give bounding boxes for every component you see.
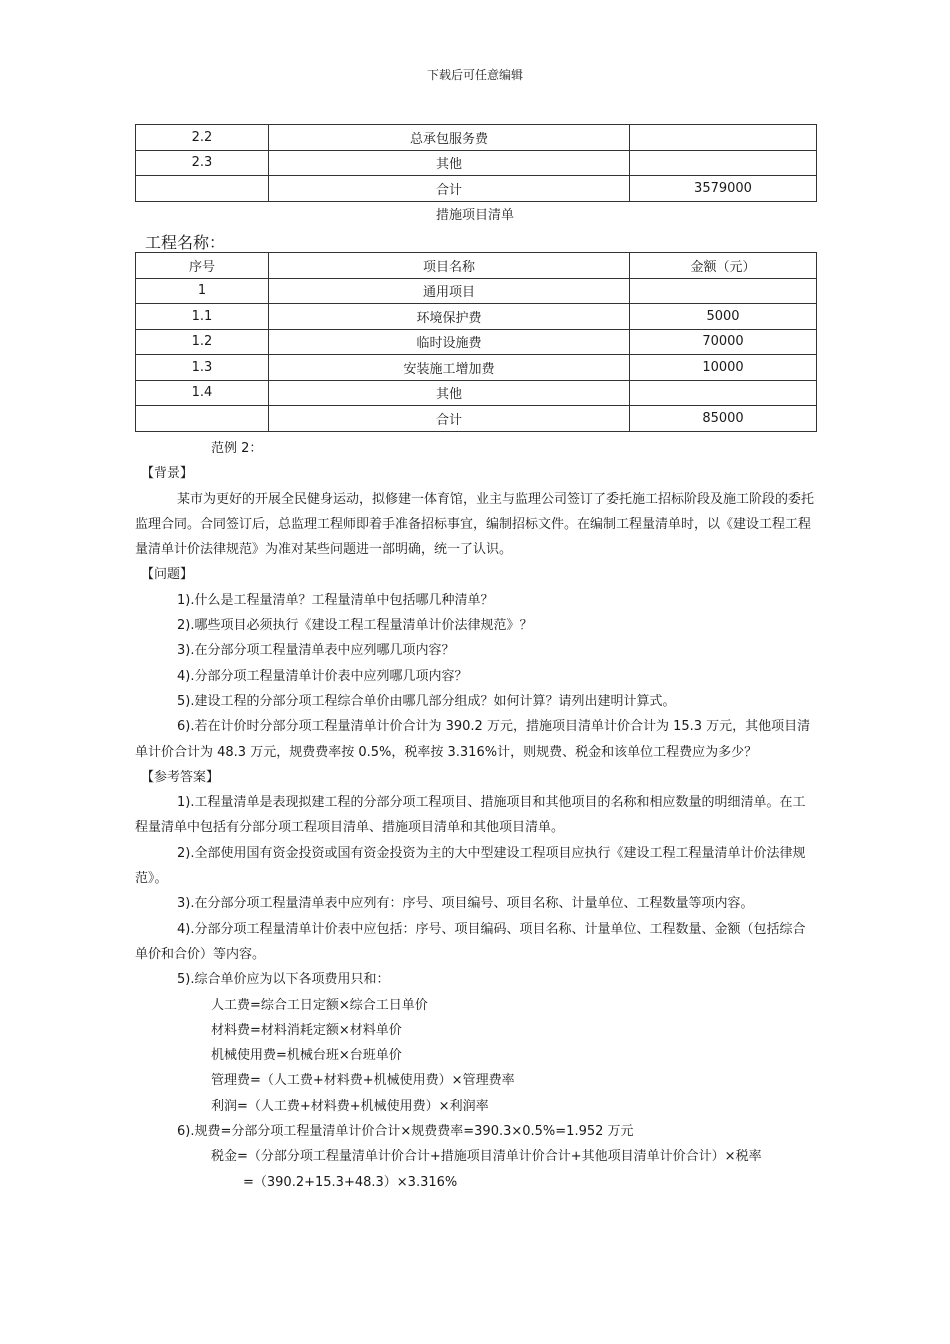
table-cell: 合计 (269, 176, 630, 202)
formula-labor: 人工费=综合工日定额×综合工日单价 (211, 997, 428, 1013)
project-name-label: 工程名称： (145, 233, 226, 252)
answer-6: 6).规费=分部分项工程量清单计价合计×规费费率=390.3×0.5%=1.952 万元 (177, 1124, 634, 1140)
table-cell: 10000 (630, 355, 817, 381)
table-cell (136, 406, 269, 432)
table-cell: 5000 (630, 304, 817, 330)
answer-2: 2).全部使用国有资金投资或国有资金投资为主的大中型建设工程项目应执行《建设工程工程量清单计价法律规范》。 (135, 845, 806, 887)
table-header-row (136, 253, 817, 279)
table-row (136, 406, 817, 432)
table-row (136, 176, 817, 202)
table-cell: 2.2 (136, 125, 269, 151)
measures-table (135, 252, 817, 432)
table-cell: 70000 (630, 329, 817, 355)
page-header: 下载后可任意编辑 (426, 68, 523, 82)
tax-formula: 税金=（分部分项工程量清单计价合计+措施项目清单计价合计+其他项目清单计价合计）×税率 (211, 1149, 762, 1165)
table-cell: 其他 (269, 380, 630, 406)
table-row (136, 304, 817, 330)
table-cell: 85000 (630, 406, 817, 432)
table-cell: 环境保护费 (269, 304, 630, 330)
table-row (136, 380, 817, 406)
table-row (136, 150, 817, 176)
question-5: 5).建设工程的分部分项工程综合单价由哪几部分组成？如何计算？请列出建明计算式。 (177, 693, 676, 709)
tax-calculation: =（390.2+15.3+48.3）×3.316% (243, 1174, 458, 1190)
answer-1: 1).工程量清单是表现拟建工程的分部分项工程项目、措施项目和其他项目的名称和相应数量的明细清单。在工程量清单中包括有分部分项工程项目清单、措施项目清单和其他项目清单。 (135, 795, 806, 836)
question-heading: 【问题】 (141, 567, 194, 583)
question-4: 4).分部分项工程量清单计价表中应列哪几项内容？ (177, 668, 468, 684)
table-cell (136, 176, 269, 202)
table-cell: 临时设施费 (269, 329, 630, 355)
formula-machinery: 机械使用费=机械台班×台班单价 (211, 1048, 402, 1064)
table-cell: 1 (136, 278, 269, 304)
question-1: 1).什么是工程量清单？工程量清单中包括哪几种清单？ (177, 592, 494, 608)
formula-material: 材料费=材料消耗定额×材料单价 (211, 1022, 402, 1038)
table-cell: 3579000 (630, 176, 817, 202)
table-cell: 安装施工增加费 (269, 355, 630, 381)
table-cell (630, 380, 817, 406)
table-cell: 1.2 (136, 329, 269, 355)
table-cell (630, 278, 817, 304)
column-header: 金额（元） (630, 253, 817, 279)
other-items-table (135, 124, 817, 202)
column-header: 项目名称 (269, 253, 630, 279)
table-cell: 其他 (269, 150, 630, 176)
table-row (136, 125, 817, 151)
table-cell: 2.3 (136, 150, 269, 176)
example-label: 范例 2： (211, 441, 263, 456)
table-row (136, 355, 817, 381)
table-row (136, 329, 817, 355)
table-cell: 1.1 (136, 304, 269, 330)
formula-profit: 利润=（人工费+材料费+机械使用费）×利润率 (211, 1098, 489, 1114)
document-body (135, 436, 816, 1195)
question-6: 6).若在计价时分部分项工程量清单计价合计为 390.2 万元，措施项目清单计价合计为 15.3 万元，其他项目清单计价合计为 48.3 万元，规费费率按 0.5%，税率按 3.316%计，则规费、税金和该单位工程费应为多少？ (135, 719, 811, 760)
background-text: 某市为更好的开展全民健身运动，拟修建一体育馆，业主与监理公司签订了委托施工招标阶段及施工阶段的委托监理合同。合同签订后，总监理工程师即着手准备招标事宜，编制招标文件。在编制工程量清单时，以《建设工程工程量清单计价法律规范》为准对某些问题进一部明确，统一了认识。 (135, 491, 815, 558)
column-header: 序号 (136, 253, 269, 279)
table-caption: 措施项目清单 (435, 208, 514, 223)
table-cell: 1.3 (136, 355, 269, 381)
table-cell: 总承包服务费 (269, 125, 630, 151)
answer-4: 4).分部分项工程量清单计价表中应包括：序号、项目编码、项目名称、计量单位、工程数量、金额（包括综合单价和合价）等内容。 (135, 921, 806, 962)
answer-heading: 【参考答案】 (141, 769, 220, 785)
table-cell (630, 125, 817, 151)
background-heading: 【背景】 (141, 466, 194, 482)
answer-3: 3).在分部分项工程量清单表中应列有：序号、项目编号、项目名称、计量单位、工程数量等项内容。 (177, 896, 754, 912)
table-cell: 1.4 (136, 380, 269, 406)
question-2: 2).哪些项目必须执行《建设工程工程量清单计价法律规范》？ (177, 618, 533, 634)
table-row (136, 278, 817, 304)
formula-management: 管理费=（人工费+材料费+机械使用费）×管理费率 (211, 1073, 515, 1089)
table-cell: 通用项目 (269, 278, 630, 304)
table-cell (630, 150, 817, 176)
answer-5: 5).综合单价应为以下各项费用只和： (177, 972, 390, 988)
table-cell: 合计 (269, 406, 630, 432)
question-3: 3).在分部分项工程量清单表中应列哪几项内容？ (177, 643, 455, 659)
